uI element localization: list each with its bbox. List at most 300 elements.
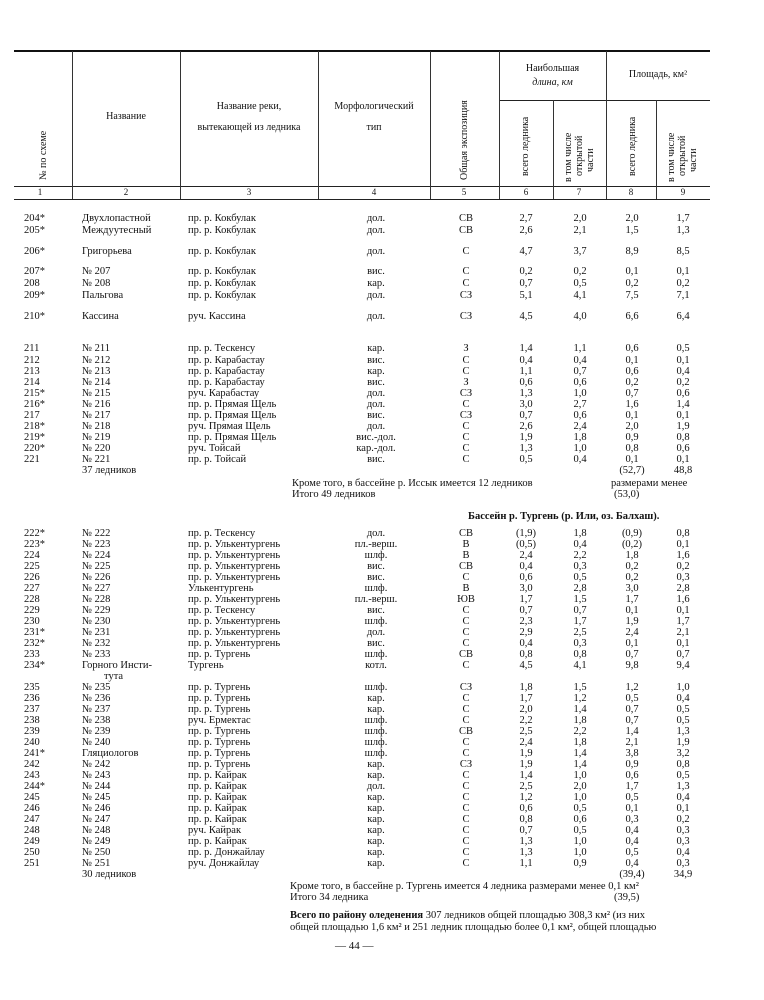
area-total: 2,0	[625, 213, 639, 224]
glacier-name: № 218	[82, 421, 111, 432]
length-open: 2,5	[573, 627, 587, 638]
area-total: 2,4	[625, 627, 639, 638]
area-total: 0,5	[625, 693, 639, 704]
morph-type: шлф.	[364, 649, 388, 660]
area-open: 1,7	[676, 213, 690, 224]
river-name: пр. р. Тургень	[188, 759, 251, 770]
morph-type: дол.	[366, 627, 386, 638]
area-open: 1,3	[676, 726, 690, 737]
exposure: С	[462, 748, 470, 759]
glacier-name: № 230	[82, 616, 111, 627]
row-number: 213	[24, 366, 40, 377]
length-open: 1,5	[573, 594, 587, 605]
area-open: 1,7	[676, 616, 690, 627]
river-name: пр. р. Кайрак	[188, 836, 247, 847]
length-total: 1,1	[519, 366, 533, 377]
length-open: 0,5	[573, 572, 587, 583]
glacier-name: Междуутесный	[82, 225, 152, 236]
exposure: С	[462, 278, 470, 289]
morph-type: дол.	[366, 311, 386, 322]
length-open: 4,1	[573, 290, 587, 301]
exposure: З	[463, 343, 469, 354]
summary-bold: Всего по району оледенения	[290, 910, 424, 921]
morph-type: дол.	[366, 290, 386, 301]
length-total: 2,6	[519, 421, 533, 432]
length-total: 1,4	[519, 770, 533, 781]
col4-header-line2: тип	[366, 122, 382, 133]
area-total: 0,1	[625, 355, 639, 366]
row-number: 234*	[24, 660, 45, 671]
length-open: 1,5	[573, 682, 587, 693]
area-total: 1,5	[625, 225, 639, 236]
glacier-name: № 211	[82, 343, 111, 354]
area-total: 3,8	[625, 748, 639, 759]
length-total: 1,1	[519, 858, 533, 869]
area-total: 0,6	[625, 770, 639, 781]
length-total: 0,6	[519, 572, 533, 583]
glacier-name: № 243	[82, 770, 111, 781]
glacier-name: № 219	[82, 432, 111, 443]
row-number: 249	[24, 836, 40, 847]
area-open: 0,3	[676, 825, 690, 836]
row-number: 235	[24, 682, 40, 693]
issyk-note-end: размерами менее	[611, 478, 688, 489]
area-open: 8,5	[676, 246, 690, 257]
length-open: 1,0	[573, 443, 587, 454]
length-total: 0,4	[519, 561, 533, 572]
col-number: 6	[523, 187, 529, 197]
area-total: 0,4	[625, 858, 639, 869]
length-total: 2,5	[519, 781, 533, 792]
area-open: 6,4	[676, 311, 690, 322]
col5-header: Общая экспозиция	[459, 100, 470, 180]
area-open: 0,4	[676, 847, 690, 858]
col9-header-line2: открытой	[677, 135, 688, 176]
length-open: 0,4	[573, 454, 587, 465]
river-name: пр. р. Прямая Щель	[188, 432, 277, 443]
river-name: пр. р. Кокбулак	[188, 278, 256, 289]
area-total: 0,2	[625, 572, 639, 583]
area-open: 0,1	[676, 638, 690, 649]
morph-type: кар.-дол.	[356, 443, 396, 454]
length-total: 3,0	[519, 399, 533, 410]
morph-type: кар.	[367, 704, 385, 715]
row-number: 244*	[24, 781, 45, 792]
river-name: пр. р. Улькентургень	[188, 572, 281, 583]
exposure: СЗ	[459, 290, 473, 301]
col-sep	[72, 51, 73, 199]
length-open: 1,8	[573, 737, 587, 748]
exposure: С	[462, 605, 470, 616]
glacier-name: № 248	[82, 825, 111, 836]
exposure: С	[462, 836, 470, 847]
area-total: 3,0	[625, 583, 639, 594]
river-name: пр. р. Тургень	[188, 649, 251, 660]
col1-header: № по схеме	[38, 130, 49, 180]
length-open: 4,0	[573, 311, 587, 322]
length-total: (1,9)	[515, 528, 537, 539]
glacier-name: Гляциологов	[82, 748, 139, 759]
area-total: 0,1	[625, 454, 639, 465]
area-open: 0,8	[676, 528, 690, 539]
length-total: 2,4	[519, 550, 533, 561]
exposure: В	[462, 583, 470, 594]
area-total: 0,2	[625, 278, 639, 289]
area-open: 2,8	[676, 583, 690, 594]
area-group-header: Площадь, км²	[628, 69, 688, 80]
glacier-name: № 236	[82, 693, 111, 704]
morph-type: дол.	[366, 388, 386, 399]
length-open: 1,0	[573, 792, 587, 803]
area-open: 0,2	[676, 561, 690, 572]
length-total: 1,7	[519, 693, 533, 704]
river-name: пр. р. Тургень	[188, 693, 251, 704]
morph-type: вис.-дол.	[356, 432, 396, 443]
glacier-name: № 213	[82, 366, 111, 377]
turgen-total: Итого 34 ледника	[290, 892, 369, 903]
morph-type: кар.	[367, 693, 385, 704]
summary-rest: 307 ледников общей площадью 308,3 км² (из них	[423, 910, 645, 921]
river-name: руч. Тойсай	[188, 443, 241, 454]
glacier-name: № 216	[82, 399, 111, 410]
morph-type: дол.	[366, 246, 386, 257]
length-open: 1,8	[573, 715, 587, 726]
glacier-name: № 231	[82, 627, 111, 638]
morph-type: кар.	[367, 825, 385, 836]
morph-type: кар.	[367, 858, 385, 869]
col-sep	[430, 51, 431, 199]
morph-type: вис.	[367, 572, 385, 583]
area-open: 1,3	[676, 225, 690, 236]
river-name: пр. р. Кокбулак	[188, 290, 256, 301]
length-open: 0,6	[573, 814, 587, 825]
glacier-name: № 249	[82, 836, 111, 847]
length-open: 4,1	[573, 660, 587, 671]
area-total: 0,2	[625, 561, 639, 572]
col4-header-line1: Морфологический	[334, 101, 414, 112]
morph-type: котл.	[365, 660, 387, 671]
glacier-name: Пальгова	[82, 290, 124, 301]
river-name: пр. р. Кайрак	[188, 792, 247, 803]
glacier-name: № 227	[82, 583, 111, 594]
area-total: 0,4	[625, 825, 639, 836]
glacier-name: № 242	[82, 759, 111, 770]
morph-type: кар.	[367, 792, 385, 803]
morph-type: шлф.	[364, 748, 388, 759]
col3-header-line2: вытекающей из ледника	[197, 122, 301, 133]
length-total: 2,4	[519, 737, 533, 748]
col-number: 1	[37, 187, 43, 197]
glacier-name: № 251	[82, 858, 111, 869]
area-total: 0,4	[625, 836, 639, 847]
exposure: С	[462, 814, 470, 825]
exposure: С	[462, 399, 470, 410]
exposure: С	[462, 847, 470, 858]
area-total: 0,5	[625, 847, 639, 858]
col9-header-line3: части	[688, 148, 699, 172]
length-total: 0,7	[519, 410, 533, 421]
river-name: пр. р. Улькентургень	[188, 594, 281, 605]
area-total: 1,9	[625, 616, 639, 627]
exposure: СВ	[458, 213, 473, 224]
exposure: СВ	[458, 561, 473, 572]
length-total: 0,7	[519, 825, 533, 836]
morph-type: дол.	[366, 528, 386, 539]
area-open: 0,2	[676, 278, 690, 289]
morph-type: шлф.	[364, 616, 388, 627]
glacier-name: № 233	[82, 649, 111, 660]
col2-header: Название	[106, 111, 146, 122]
area-open: 0,2	[676, 814, 690, 825]
exposure: С	[462, 781, 470, 792]
length-total: 1,3	[519, 836, 533, 847]
morph-type: кар.	[367, 278, 385, 289]
area-open: 0,1	[676, 454, 690, 465]
river-name: пр. р. Улькентургень	[188, 616, 281, 627]
row-number: 236	[24, 693, 40, 704]
length-total: 0,7	[519, 605, 533, 616]
row-number: 243	[24, 770, 40, 781]
area-total: 8,9	[625, 246, 639, 257]
page-number: — 44 —	[335, 940, 374, 952]
morph-type: вис.	[367, 410, 385, 421]
river-name: пр. р. Тургень	[188, 682, 251, 693]
area-total: 0,9	[625, 432, 639, 443]
row-number: 205*	[24, 225, 45, 236]
area-total: 0,1	[625, 638, 639, 649]
river-name: пр. р. Улькентургень	[188, 638, 281, 649]
area-total: 2,0	[625, 421, 639, 432]
exposure: С	[462, 246, 470, 257]
exposure: С	[462, 266, 470, 277]
area-total: 0,6	[625, 343, 639, 354]
exposure: С	[462, 638, 470, 649]
area-open: 0,8	[676, 432, 690, 443]
length-total: 0,8	[519, 649, 533, 660]
area-total: 0,1	[625, 803, 639, 814]
glacier-name: № 212	[82, 355, 111, 366]
col-number: 9	[680, 187, 686, 197]
row-number: 222*	[24, 528, 45, 539]
area-open: 0,8	[676, 759, 690, 770]
area-open: 0,1	[676, 410, 690, 421]
glacier-name: № 247	[82, 814, 111, 825]
glacier-name: № 225	[82, 561, 111, 572]
exposure: С	[462, 432, 470, 443]
col7-header-line3: части	[585, 148, 596, 172]
length-open: 0,4	[573, 355, 587, 366]
morph-type: вис.	[367, 377, 385, 388]
length-open: 0,3	[573, 561, 587, 572]
length-open: 0,6	[573, 377, 587, 388]
exposure: С	[462, 803, 470, 814]
river-name: пр. р. Кайрак	[188, 803, 247, 814]
river-name: пр. р. Прямая Щель	[188, 410, 277, 421]
area-total: 0,8	[625, 443, 639, 454]
area-open: 48,8	[673, 465, 693, 476]
row-number: 227	[24, 583, 40, 594]
length-total: 2,9	[519, 627, 533, 638]
length-total: 2,3	[519, 616, 533, 627]
area-total: 1,4	[625, 726, 639, 737]
row-number: 233	[24, 649, 40, 660]
morph-type: пл.-верш.	[354, 594, 398, 605]
area-total: 0,1	[625, 410, 639, 421]
area-open: 0,1	[676, 355, 690, 366]
area-open: 0,3	[676, 572, 690, 583]
row-number: 221	[24, 454, 40, 465]
morph-type: дол.	[366, 399, 386, 410]
morph-type: вис.	[367, 605, 385, 616]
row-number: 238	[24, 715, 40, 726]
length-total: 0,2	[519, 266, 533, 277]
row-number: 237	[24, 704, 40, 715]
row-number: 248	[24, 825, 40, 836]
area-total: 0,3	[625, 814, 639, 825]
issyk-total-value: (53,0)	[614, 489, 640, 500]
exposure: С	[462, 715, 470, 726]
morph-type: кар.	[367, 759, 385, 770]
exposure: С	[462, 355, 470, 366]
area-open: 2,1	[676, 627, 690, 638]
row-number: 215*	[24, 388, 45, 399]
river-name: Улькентургень	[188, 583, 254, 594]
area-open: 1,4	[676, 399, 690, 410]
glacier-name: № 239	[82, 726, 111, 737]
area-open: 0,6	[676, 443, 690, 454]
morph-type: дол.	[366, 225, 386, 236]
river-name: пр. р. Прямая Щель	[188, 399, 277, 410]
length-open: 1,7	[573, 616, 587, 627]
length-total: 5,1	[519, 290, 533, 301]
exposure: С	[462, 366, 470, 377]
exposure: СЗ	[459, 388, 473, 399]
river-name: пр. р. Улькентургень	[188, 550, 281, 561]
glacier-name: Горного Инсти-	[82, 660, 153, 671]
river-name: пр. р. Улькентургень	[188, 627, 281, 638]
area-total: 0,9	[625, 759, 639, 770]
col9-header-line1: в том числе	[666, 132, 677, 182]
length-total: 4,5	[519, 660, 533, 671]
row-number: 208	[24, 278, 40, 289]
row-number: 240	[24, 737, 40, 748]
row-number: 246	[24, 803, 40, 814]
area-total: (0,2)	[621, 539, 643, 550]
length-total: 0,5	[519, 454, 533, 465]
area-total: 0,6	[625, 366, 639, 377]
row-number: 204*	[24, 213, 45, 224]
length-open: 1,4	[573, 748, 587, 759]
area-open: 3,2	[676, 748, 690, 759]
river-name: пр. р. Кокбулак	[188, 225, 256, 236]
exposure: СВ	[458, 726, 473, 737]
col6-header: всего ледника	[520, 116, 531, 176]
exposure: СВ	[458, 649, 473, 660]
col-number: 5	[461, 187, 467, 197]
issyk-total: Итого 49 ледников	[292, 489, 376, 500]
area-open: 0,1	[676, 803, 690, 814]
numbers-bottom-rule	[14, 199, 710, 200]
river-name: пр. р. Кайрак	[188, 781, 247, 792]
exposure: СВ	[458, 528, 473, 539]
morph-type: шлф.	[364, 715, 388, 726]
morph-type: кар.	[367, 343, 385, 354]
morph-type: кар.	[367, 803, 385, 814]
glacier-name: № 238	[82, 715, 111, 726]
length-total: 1,3	[519, 847, 533, 858]
row-number: 219*	[24, 432, 45, 443]
river-name: руч. Ермектас	[188, 715, 251, 726]
morph-type: шлф.	[364, 726, 388, 737]
morph-type: шлф.	[364, 550, 388, 561]
area-open: 1,0	[676, 682, 690, 693]
river-name: пр. р. Кокбулак	[188, 246, 256, 257]
length-total: 1,4	[519, 343, 533, 354]
length-total: 1,9	[519, 432, 533, 443]
length-open: 0,9	[573, 858, 587, 869]
length-total: 1,7	[519, 594, 533, 605]
area-open: 0,1	[676, 539, 690, 550]
glacier-name: № 237	[82, 704, 111, 715]
length-open: 1,2	[573, 693, 587, 704]
row-number: 214	[24, 377, 40, 388]
morph-type: вис.	[367, 561, 385, 572]
length-total: 0,4	[519, 638, 533, 649]
area-open: 0,5	[676, 770, 690, 781]
glacier-name: № 222	[82, 528, 111, 539]
morph-type: кар.	[367, 814, 385, 825]
issyk-note: Кроме того, в бассейне р. Иссык имеется 12 ледников	[292, 478, 533, 489]
area-total: 0,2	[625, 377, 639, 388]
river-name: пр. р. Кайрак	[188, 770, 247, 781]
river-name: пр. р. Карабастау	[188, 366, 265, 377]
length-open: 1,0	[573, 836, 587, 847]
exposure: С	[462, 660, 470, 671]
length-open: 1,8	[573, 528, 587, 539]
length-total: 0,4	[519, 355, 533, 366]
morph-type: кар.	[367, 366, 385, 377]
morph-type: кар.	[367, 847, 385, 858]
morph-type: дол.	[366, 213, 386, 224]
area-open: 0,5	[676, 343, 690, 354]
exposure: В	[462, 539, 470, 550]
length-open: 1,8	[573, 432, 587, 443]
length-total: 2,6	[519, 225, 533, 236]
river-name: руч. Кассина	[188, 311, 246, 322]
area-total: (0,9)	[621, 528, 643, 539]
length-total: 2,7	[519, 213, 533, 224]
glacier-name: № 232	[82, 638, 111, 649]
length-open: 0,3	[573, 638, 587, 649]
morph-type: дол.	[366, 781, 386, 792]
river-name: пр. р. Карабастау	[188, 377, 265, 388]
row-number: 232*	[24, 638, 45, 649]
glacier-name: № 244	[82, 781, 111, 792]
col-number: 2	[123, 187, 129, 197]
morph-type: кар.	[367, 770, 385, 781]
length-open: 0,7	[573, 366, 587, 377]
row-number: 228	[24, 594, 40, 605]
length-open: 2,2	[573, 726, 587, 737]
exposure: С	[462, 770, 470, 781]
area-open: 0,2	[676, 377, 690, 388]
river-name: руч. Карабастау	[188, 388, 260, 399]
exposure: С	[462, 825, 470, 836]
river-name: пр. р. Тескенсу	[188, 343, 256, 354]
length-total: 0,7	[519, 278, 533, 289]
exposure: СЗ	[459, 311, 473, 322]
length-total: 1,3	[519, 443, 533, 454]
